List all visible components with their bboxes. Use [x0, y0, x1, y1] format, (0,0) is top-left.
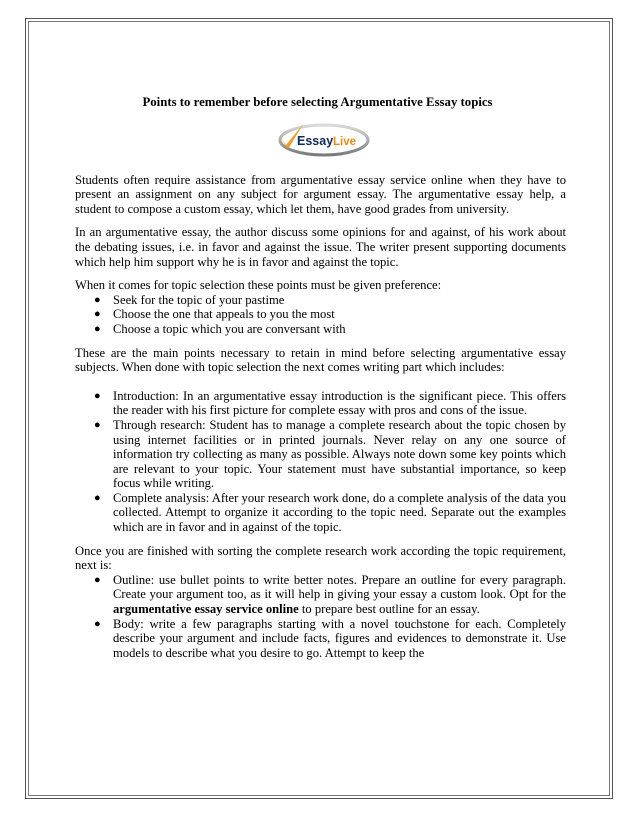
- essay-live-logo: [270, 119, 370, 159]
- list-item: [75, 418, 566, 491]
- document-title: Points to remember before selecting Argumentative Essay topics: [142, 95, 493, 109]
- bullet-icon: ●: [94, 389, 101, 402]
- essay-live-logo-icon: [270, 119, 370, 159]
- bullet-icon: ●: [94, 293, 101, 306]
- preference-list: [75, 293, 566, 337]
- bullet-icon: ●: [94, 617, 101, 630]
- list-item-text: Complete analysis: After your research work done, do a complete analysis of the data you collected. Attempt to organize it according to the topic need. Separate out the examples which are in favor and in against of the topic.: [113, 490, 566, 535]
- list-item: [75, 573, 566, 617]
- document-page: [25, 18, 613, 799]
- outline-text-before: Outline: use bullet points to write better notes. Prepare an outline for every paragraph. Create your argument too, as it will help in giving your essay a custom look. Opt for the: [113, 572, 566, 602]
- writing-parts-list: [75, 389, 566, 535]
- bullet-icon: ●: [94, 418, 101, 431]
- list-item-text: Through research: Student has to manage a complete research about the topic chosen by using internet facilities or in printed journals. Never relay on any one source of information try collecting as many as possible. Always note down some key points which are relevant to your topic. Your statement must have substantial importance, so keep focus while writing.: [113, 417, 566, 491]
- list-item: [75, 491, 566, 535]
- list-item-text: Seek for the topic of your pastime: [113, 292, 285, 307]
- list-item-text: Choose the one that appeals to you the most: [113, 307, 335, 322]
- paragraph-preference: When it comes for topic selection these points must be given preference:: [75, 278, 442, 293]
- logo-text-essay: Essay: [296, 133, 333, 148]
- document-content: [75, 95, 566, 669]
- logo-container: [75, 119, 566, 159]
- list-item: [75, 293, 566, 308]
- list-item-text: Choose a topic which you are conversant with: [113, 321, 346, 336]
- list-item: [75, 322, 566, 337]
- logo-text-live: Live: [332, 135, 356, 148]
- list-item: [75, 617, 566, 661]
- list-item: [75, 307, 566, 322]
- bullet-icon: ●: [94, 308, 101, 321]
- list-item-text: Introduction: In an argumentative essay introduction is the significant piece. This offers the reader with his first picture for complete essay with pros and cons of the issue.: [113, 388, 566, 418]
- bullet-icon: ●: [94, 573, 101, 586]
- outline-text-after: to prepare best outline for an essay.: [298, 602, 480, 617]
- paragraph-next: Once you are finished with sorting the complete research work according the topic requirement, next is:: [75, 543, 566, 573]
- list-item-text: Body: write a few paragraphs starting with a novel touchstone for each. Completely describe your argument and include facts, figures and evidences to demonstrate it. Use models to describe what you desire to go. Attempt to keep the: [113, 616, 566, 660]
- paragraph-intro: Students often require assistance from argumentative essay service online when they have to present an assignment on any subject for argument essay. The argumentative essay help, a student to compose a custom essay, which let them, have good grades from university.: [75, 172, 566, 216]
- paragraph-main-points: These are the main points necessary to retain in mind before selecting argumentative essay subjects. When done with topic selection the next comes writing part which includes:: [75, 345, 566, 375]
- structure-list: [75, 573, 566, 661]
- bullet-icon: ●: [94, 322, 101, 335]
- paragraph-author: In an argumentative essay, the author discuss some opinions for and against, of his work about the debating issues, i.e. in favor and against the issue. The writer present supporting documents which help him support why he is in favor and against the topic.: [75, 225, 566, 269]
- list-item: [75, 389, 566, 418]
- service-link-text: argumentative essay service online: [113, 602, 299, 617]
- bullet-icon: ●: [94, 491, 101, 504]
